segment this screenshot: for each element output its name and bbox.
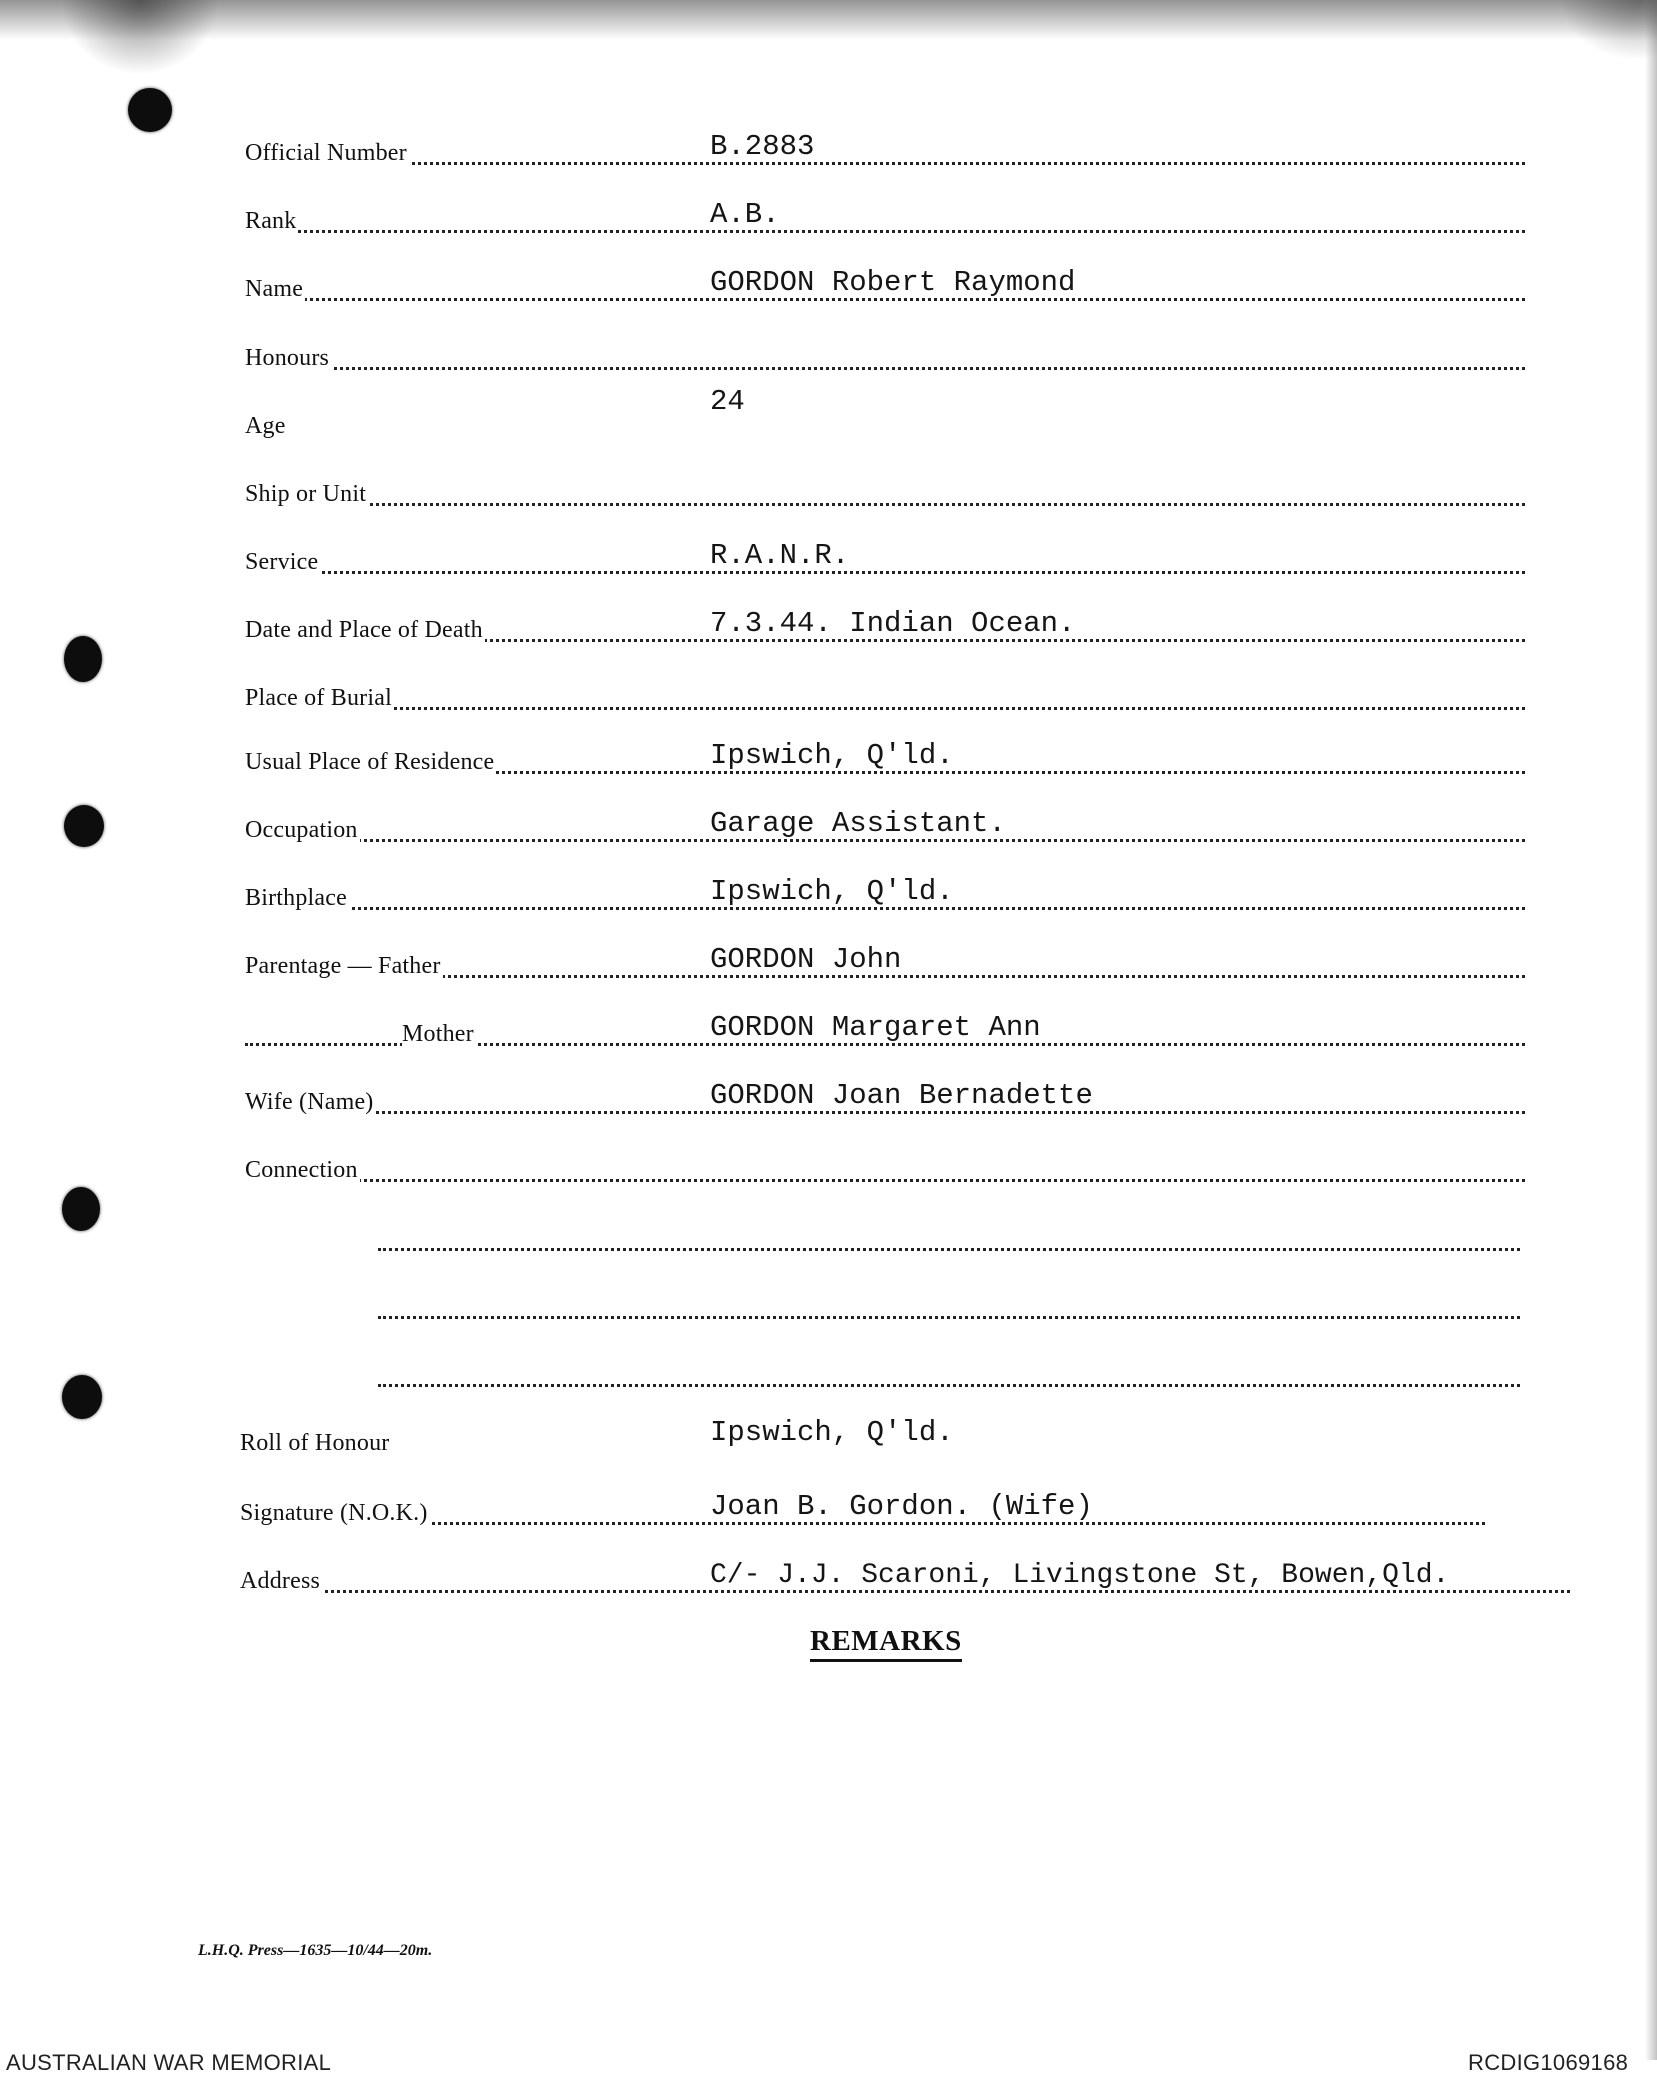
field-value: Ipswich, Q'ld. — [710, 1416, 954, 1449]
field-address — [240, 1553, 1570, 1599]
field-label: Usual Place of Residence — [245, 749, 495, 775]
dotted-line — [245, 230, 1525, 233]
field-service — [245, 534, 1525, 580]
scan-shadow-corner — [1560, 0, 1657, 60]
field-value: C/- J.J. Scaroni, Livingstone St, Bowen,Qld. — [710, 1560, 1450, 1591]
field-connection — [245, 1142, 1525, 1188]
punch-hole — [128, 88, 172, 132]
dotted-line — [245, 503, 1525, 506]
field-value: GORDON Robert Raymond — [710, 266, 1076, 299]
field-label: Age — [245, 413, 286, 439]
field-usual-residence — [245, 734, 1525, 780]
field-official-number — [245, 125, 1525, 171]
field-label: Honours — [245, 345, 330, 371]
field-label: Address — [240, 1568, 321, 1594]
field-value: Ipswich, Q'ld. — [710, 739, 954, 772]
field-label: Occupation — [245, 817, 358, 843]
field-roll-of-honour — [240, 1415, 1520, 1461]
field-value: B.2883 — [710, 130, 815, 163]
field-label: Signature (N.O.K.) — [240, 1500, 428, 1526]
field-wife — [245, 1074, 1525, 1120]
field-name — [245, 261, 1525, 307]
field-ship-or-unit — [245, 466, 1525, 512]
field-label: Official Number — [245, 140, 407, 166]
field-value: Joan B. Gordon. (Wife) — [710, 1490, 1093, 1523]
field-label: Mother — [402, 1021, 474, 1047]
archive-credit: AUSTRALIAN WAR MEMORIAL — [6, 2050, 332, 2075]
dotted-line — [245, 571, 1525, 574]
scan-shadow-corner — [60, 0, 220, 75]
dotted-line — [245, 1179, 1525, 1182]
field-value: R.A.N.R. — [710, 539, 850, 572]
field-rank — [245, 193, 1525, 239]
field-value: GORDON Margaret Ann — [710, 1011, 1041, 1044]
dotted-line — [245, 707, 1525, 710]
field-value: GORDON Joan Bernadette — [710, 1079, 1093, 1112]
punch-hole — [64, 805, 104, 847]
field-age — [245, 385, 1525, 444]
field-father — [245, 938, 1525, 984]
field-label: Parentage — Father — [245, 953, 441, 979]
field-honours — [245, 330, 1525, 376]
field-value: 7.3.44. Indian Ocean. — [710, 607, 1076, 640]
dotted-line — [245, 162, 1525, 165]
field-label: Place of Burial — [245, 685, 392, 711]
remarks-heading: REMARKS — [810, 1625, 962, 1662]
field-mother — [245, 1006, 1525, 1052]
connection-extra-line — [378, 1316, 1520, 1319]
field-signature — [240, 1485, 1485, 1531]
connection-extra-line — [378, 1384, 1520, 1387]
connection-extra-line — [378, 1248, 1520, 1251]
scan-shadow-edge — [1645, 0, 1657, 2060]
field-label: Name — [245, 276, 304, 302]
field-label: Roll of Honour — [240, 1430, 390, 1456]
field-value: 24 — [710, 385, 745, 418]
field-label: Rank — [245, 208, 297, 234]
archive-reference: RCDIG1069168 — [1468, 2050, 1629, 2075]
field-occupation — [245, 802, 1525, 848]
dotted-line — [245, 367, 1525, 370]
field-date-place-of-death — [245, 602, 1525, 648]
punch-hole — [62, 1375, 102, 1419]
field-value: GORDON John — [710, 943, 902, 976]
field-label: Date and Place of Death — [245, 617, 483, 643]
field-label: Birthplace — [245, 885, 347, 911]
field-value: A.B. — [710, 198, 780, 231]
scan-shadow-top — [0, 0, 1657, 40]
punch-hole — [62, 1187, 100, 1231]
field-label: Connection — [245, 1157, 358, 1183]
punch-hole — [64, 636, 102, 682]
field-value: Garage Assistant. — [710, 807, 1006, 840]
field-label: Ship or Unit — [245, 481, 367, 507]
print-code: L.H.Q. Press—1635—10/44—20m. — [198, 1942, 433, 1959]
field-label: Service — [245, 549, 319, 575]
field-birthplace — [245, 870, 1525, 916]
field-place-of-burial — [245, 670, 1525, 716]
field-value: Ipswich, Q'ld. — [710, 875, 954, 908]
field-label: Wife (Name) — [245, 1089, 374, 1115]
